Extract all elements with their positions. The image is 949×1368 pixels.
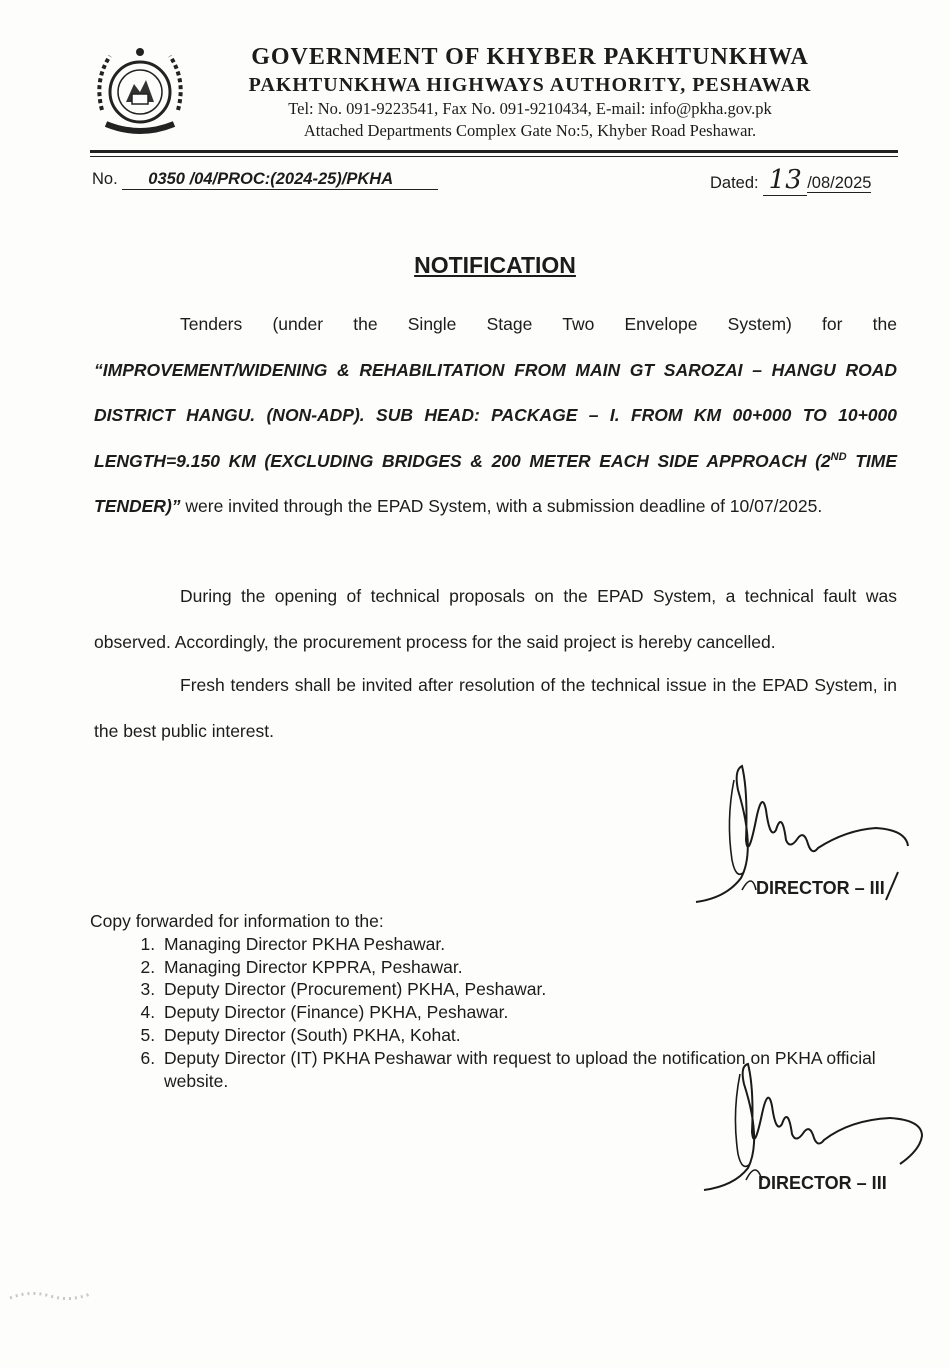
paragraph-lead: Tenders (under the Single Stage Two Envelope System) for the bbox=[180, 314, 897, 334]
notification-title: NOTIFICATION bbox=[414, 252, 576, 278]
list-item: 1. Managing Director PKHA Peshawar. bbox=[160, 933, 920, 956]
paragraph-fresh-tenders bbox=[94, 663, 897, 754]
letterhead-rule-thin bbox=[90, 156, 898, 157]
copy-heading: Copy forwarded for information to the: bbox=[90, 911, 384, 931]
paragraph-tail: were invited through the EPAD System, with a submission deadline of 10/07/2025. bbox=[180, 496, 823, 516]
letterhead-authority: PAKHTUNKHWA HIGHWAYS AUTHORITY, PESHAWAR bbox=[248, 74, 812, 96]
letterhead-government: GOVERNMENT OF KHYBER PAKHTUNKHWA bbox=[251, 44, 809, 70]
date-month-year: /08/2025 bbox=[807, 174, 872, 192]
signatory-title-top: DIRECTOR – III bbox=[756, 878, 885, 898]
letterhead-address: Attached Departments Complex Gate No:5, Khyber Road Peshawar. bbox=[303, 121, 757, 140]
list-item: 6. Deputy Director (IT) PKHA Peshawar with request to upload the notification on PKHA official website. bbox=[160, 1047, 920, 1093]
list-item: 2. Managing Director KPPRA, Peshawar. bbox=[160, 956, 920, 979]
paragraph-fault-text: During the opening of technical proposals on the EPAD System, a technical fault was observed. Accordingly, the procurement process for the said project is hereby cancelled. bbox=[94, 586, 897, 652]
date-label: Dated: bbox=[710, 174, 759, 192]
letterhead bbox=[205, 42, 855, 142]
scan-smudge-icon bbox=[0, 1280, 120, 1310]
paragraph-fresh-text: Fresh tenders shall be invited after resolution of the technical issue in the EPAD System, in the best public interest. bbox=[94, 675, 897, 741]
date-day-handwritten: 13 bbox=[763, 165, 807, 196]
pkha-emblem-icon bbox=[88, 40, 192, 144]
letterhead-contact: Tel: No. 091-9223541, Fax No. 091-9210434, E-mail: info@pkha.gov.pk bbox=[288, 99, 772, 118]
list-item: 5. Deputy Director (South) PKHA, Kohat. bbox=[160, 1024, 920, 1047]
letterhead-rule-thick bbox=[90, 150, 898, 153]
project-title-end: TIME TENDER)” bbox=[94, 450, 897, 516]
paragraph-tender-details bbox=[94, 302, 897, 530]
list-item: 3. Deputy Director (Procurement) PKHA, Peshawar. bbox=[160, 978, 920, 1001]
list-item: 4. Deputy Director (Finance) PKHA, Peshawar. bbox=[160, 1001, 920, 1024]
paragraph-fault bbox=[94, 574, 897, 665]
reference-number bbox=[92, 170, 438, 190]
date-line bbox=[710, 165, 871, 196]
reference-value: 0350 /04/PROC:(2024-25)/PKHA bbox=[122, 170, 438, 190]
project-title-superscript: ND bbox=[830, 450, 847, 463]
reference-label: No. bbox=[92, 170, 118, 188]
signatory-title-bottom: DIRECTOR – III bbox=[758, 1173, 887, 1193]
project-title: “IMPROVEMENT/WIDENING & REHABILITATION FROM MAIN GT SAROZAI – HANGU ROAD DISTRICT HANGU. (NON-ADP). SUB HEAD: PACKAGE – I. FROM KM 00+000 TO 10+000 LENGTH=9.150 KM (EXCLUDING BRIDGES & 200 METER EACH SIDE APPROACH (2 bbox=[94, 359, 897, 471]
